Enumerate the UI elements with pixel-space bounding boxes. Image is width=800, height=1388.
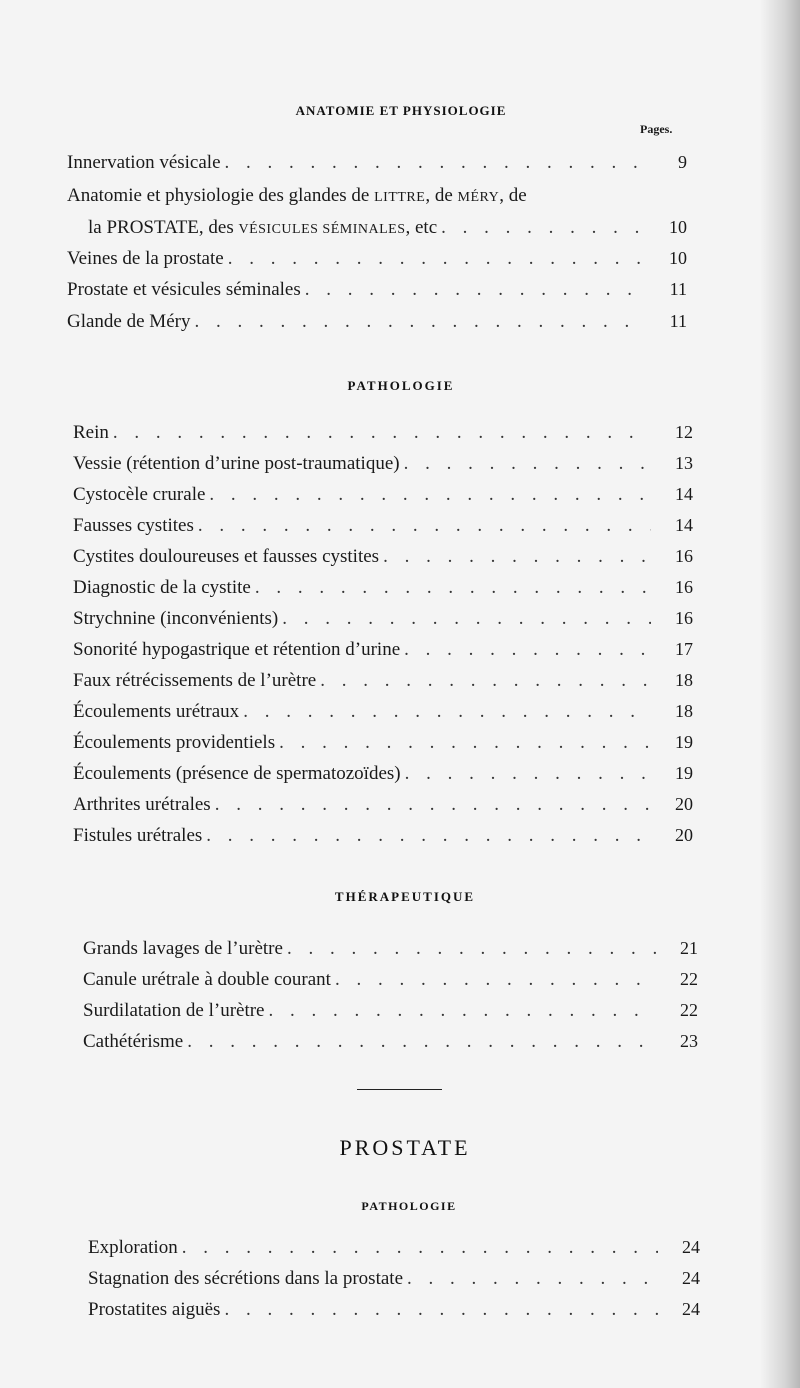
toc-entry [73, 606, 693, 631]
dot-leader [320, 669, 651, 693]
entry-page: 17 [675, 639, 693, 659]
section-heading-anatomie: ANATOMIE ET PHYSIOLOGIE [295, 103, 507, 118]
entry-page: 10 [669, 217, 687, 237]
dot-leader [187, 1030, 656, 1054]
entry-page: 16 [675, 577, 693, 597]
entry-page: 19 [675, 763, 693, 783]
entry-page: 11 [669, 311, 687, 331]
toc-entry [73, 637, 693, 662]
toc-entry [73, 792, 693, 817]
toc-entry [88, 1235, 700, 1260]
toc-entry [73, 699, 693, 724]
entry-page: 22 [680, 969, 698, 989]
toc-entry [73, 761, 693, 786]
entry-title: Sonorité hypogastrique et rétention d’urine [73, 639, 401, 660]
toc-entry [73, 823, 693, 848]
toc-entry [83, 936, 698, 961]
dot-leader [198, 514, 651, 538]
toc-entry [88, 1297, 700, 1322]
entry-page: 13 [675, 453, 693, 473]
entry-page: 18 [675, 701, 693, 721]
entry-page: 14 [675, 484, 693, 504]
entry-title-part: Anatomie et physiologie des glandes de [67, 185, 375, 206]
dot-leader [383, 545, 651, 569]
dot-leader [255, 576, 651, 600]
dot-leader [228, 247, 645, 271]
entry-title [88, 216, 437, 242]
entry-title-part: la PROSTATE, des [88, 217, 239, 238]
author-name-mery: MÉRY [457, 190, 500, 205]
entry-page: 16 [675, 608, 693, 628]
entry-page: 23 [680, 1031, 698, 1051]
toc-entry [67, 309, 687, 334]
toc-entry [73, 544, 693, 569]
toc-entry-line1 [67, 184, 527, 210]
toc-entry [73, 668, 693, 693]
entry-page: 24 [682, 1268, 700, 1288]
pages-column-label: Pages. [640, 122, 673, 136]
entry-title: Fausses cystites [73, 515, 194, 536]
entry-title: Fistules urétrales [73, 825, 203, 846]
section-heading-therapeutique: THÉRAPEUTIQUE [334, 889, 476, 904]
entry-page: 24 [682, 1299, 700, 1319]
section-heading-pathologie-prostate: PATHOLOGIE [361, 1199, 457, 1213]
dot-leader [405, 762, 651, 786]
dot-leader [404, 638, 651, 662]
dot-leader [225, 151, 645, 175]
entry-title: Glande de Méry [67, 311, 191, 332]
entry-page: 12 [675, 422, 693, 442]
toc-entry [73, 451, 693, 476]
dot-leader [113, 421, 651, 445]
dot-leader [335, 968, 656, 992]
entry-title: Grands lavages de l’urètre [83, 938, 283, 959]
entry-title: Rein [73, 422, 109, 443]
entry-page: 20 [675, 794, 693, 814]
entry-page: 14 [675, 515, 693, 535]
entry-page: 24 [682, 1237, 700, 1257]
dot-leader [287, 937, 656, 961]
entry-title: Diagnostic de la cystite [73, 577, 251, 598]
entry-title: Écoulements (présence de spermatozoïdes) [73, 763, 401, 784]
toc-entry [83, 967, 698, 992]
dot-leader [305, 278, 645, 302]
entry-title: Innervation vésicale [67, 152, 221, 173]
dot-leader [269, 999, 657, 1023]
entry-title: Écoulements urétraux [73, 701, 240, 722]
section-heading-pathologie: PATHOLOGIE [347, 378, 455, 393]
entry-page: 18 [675, 670, 693, 690]
entry-page: 16 [675, 546, 693, 566]
entry-page: 20 [675, 825, 693, 845]
entry-title-smallcaps: VÉSICULES SÉMINALES [238, 222, 406, 237]
entry-title: Écoulements providentiels [73, 732, 276, 753]
entry-title-part: , de [499, 185, 527, 206]
entry-page: 9 [678, 152, 687, 172]
toc-entry [83, 998, 698, 1023]
dot-leader [282, 607, 651, 631]
entry-title: Cystites douloureuses et fausses cystites [73, 546, 380, 567]
entry-title: Strychnine (inconvénients) [73, 608, 279, 629]
entry-title: Prostate et vésicules séminales [67, 279, 301, 300]
entry-page: 10 [669, 248, 687, 268]
toc-entry [67, 246, 687, 271]
dot-leader [441, 216, 645, 240]
dot-leader [407, 1267, 658, 1291]
dot-leader [215, 793, 651, 817]
entry-page: 22 [680, 1000, 698, 1020]
entry-title: Arthrites urétrales [73, 794, 211, 815]
dot-leader [279, 731, 651, 755]
toc-entry [73, 482, 693, 507]
author-name-littre: LITTRE [374, 190, 426, 205]
dot-leader [194, 310, 645, 334]
entry-title: Faux rétrécissements de l’urètre [73, 670, 317, 691]
entry-title: Vessie (rétention d’urine post-traumatique) [73, 453, 400, 474]
dot-leader [182, 1236, 658, 1260]
entry-title: Exploration [88, 1237, 178, 1258]
entry-title: Prostatites aiguës [88, 1299, 221, 1320]
dot-leader [243, 700, 651, 724]
entry-title: Surdilatation de l’urètre [83, 1000, 265, 1021]
toc-entry [67, 277, 687, 302]
section-divider [357, 1089, 442, 1090]
entry-title: Veines de la prostate [67, 248, 224, 269]
dot-leader [209, 483, 651, 507]
entry-page: 11 [669, 279, 687, 299]
dot-leader [206, 824, 651, 848]
toc-entry [88, 1266, 700, 1291]
entry-title: Cathétérisme [83, 1031, 184, 1052]
entry-page: 21 [680, 938, 698, 958]
entry-title-part: , de [425, 185, 458, 206]
toc-entry [73, 420, 693, 445]
toc-entry [88, 215, 687, 242]
toc-entry [73, 575, 693, 600]
entry-title: Cystocèle crurale [73, 484, 206, 505]
entry-page: 19 [675, 732, 693, 752]
entry-title: Stagnation des sécrétions dans la prostate [88, 1268, 404, 1289]
toc-entry [73, 730, 693, 755]
entry-title-part: , etc [405, 217, 438, 238]
dot-leader [404, 452, 651, 476]
chapter-heading-prostate: PROSTATE [339, 1135, 471, 1160]
toc-entry [67, 150, 687, 175]
dot-leader [224, 1298, 658, 1322]
toc-entry [83, 1029, 698, 1054]
entry-title: Canule urétrale à double courant [83, 969, 331, 990]
toc-entry [73, 513, 693, 538]
